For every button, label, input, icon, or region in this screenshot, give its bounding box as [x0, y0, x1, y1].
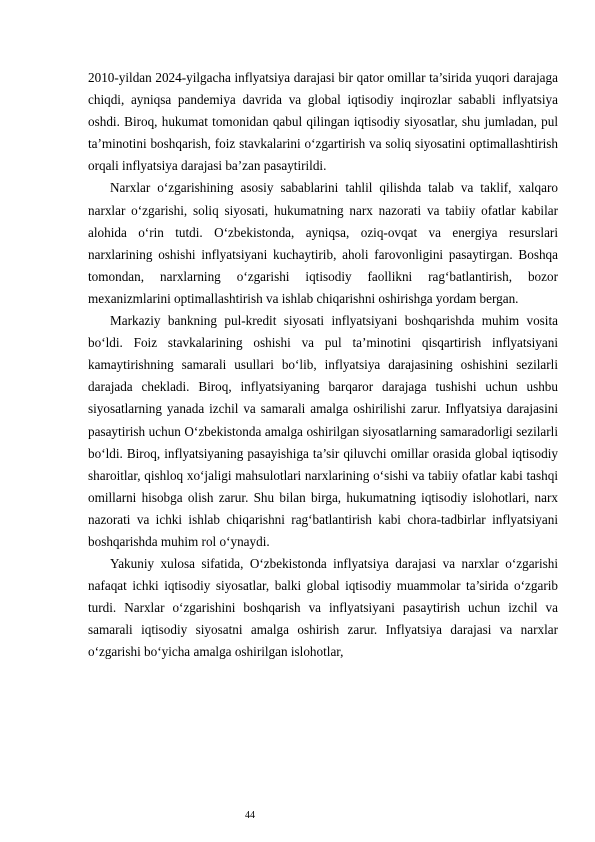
page-number: 44: [245, 810, 255, 821]
paragraph: 2010-yildan 2024-yilgacha inflyatsiya darajasi bir qator omillar ta’sirida yuqori darajaga chiqdi, ayniqsa pandemiya davrida va global iqtisodiy inqirozlar sababli inflyatsiya oshdi. Biroq, hukumat tomonidan qabul qilingan iqtisodiy siyosatlar, shu jumladan, pul ta’minotini boshqarish, foiz stavkalarini o‘zgartirish va soliq siyosatini optimallashtirish orqali inflyatsiya darajasi ba’zan pasaytirildi.: [88, 70, 558, 174]
paragraph: Markaziy bankning pul-kredit siyosati inflyatsiyani boshqarishda muhim vosita bo‘ldi. Foiz stavkalarining oshishi va pul ta’minotini qisqartirish inflyatsiyani kamaytirishning samarali usullari bo‘lib, inflyatsiya darajasining oshishini sezilarli darajada chekladi. Biroq, inflyatsiyaning barqaror darajaga tushishi uchun ushbu siyosatlarning yanada izchil va samarali amalga oshirilishi zarur. Inflyatsiya darajasini pasaytirish uchun O‘zbekistonda amalga oshirilgan siyosatlarning samaradorligi sezilarli bo‘ldi. Biroq, inflyatsiyaning pasayishiga ta’sir qiluvchi omillar orasida global iqtisodiy sharoitlar, qishloq xo‘jaligi mahsulotlari narxlarining o‘sishi va tabiiy ofatlar kabi tashqi omillarni hisobga olish zarur. Shu bilan birga, hukumatning iqtisodiy islohotlari, narx nazorati va ichki ishlab chiqarishni rag‘batlantirish kabi chora-tadbirlar inflyatsiyani boshqarishda muhim rol o‘ynaydi.: [88, 313, 558, 549]
document-body: [88, 67, 558, 664]
paragraph: Narxlar o‘zgarishining asosiy sabablarini tahlil qilishda talab va taklif, xalqaro narxlar o‘zgarishi, soliq siyosati, hukumatning narx nazorati va tabiiy ofatlar kabilar alohida o‘rin tutdi. O‘zbekistonda, ayniqsa, oziq-ovqat va energiya resurslari narxlarining oshishi inflyatsiyani kuchaytirib, aholi farovonligini pasaytirgan. Boshqa tomondan, narxlarning o‘zgarishi iqtisodiy faollikni rag‘batlantirish, bozor mexanizmlarini optimallashtirish va ishlab chiqarishni oshirishga yordam bergan.: [88, 180, 558, 306]
paragraph: Yakuniy xulosa sifatida, O‘zbekistonda inflyatsiya darajasi va narxlar o‘zgarishi nafaqat ichki iqtisodiy siyosatlar, balki global iqtisodiy muammolar ta’sirida o‘zgarib turdi. Narxlar o‘zgarishini boshqarish va inflyatsiyani pasaytirish uchun izchil va samarali iqtisodiy siyosatni amalga oshirish zarur. Inflyatsiya darajasi va narxlar o‘zgarishi bo‘yicha amalga oshirilgan islohotlar,: [88, 556, 558, 660]
